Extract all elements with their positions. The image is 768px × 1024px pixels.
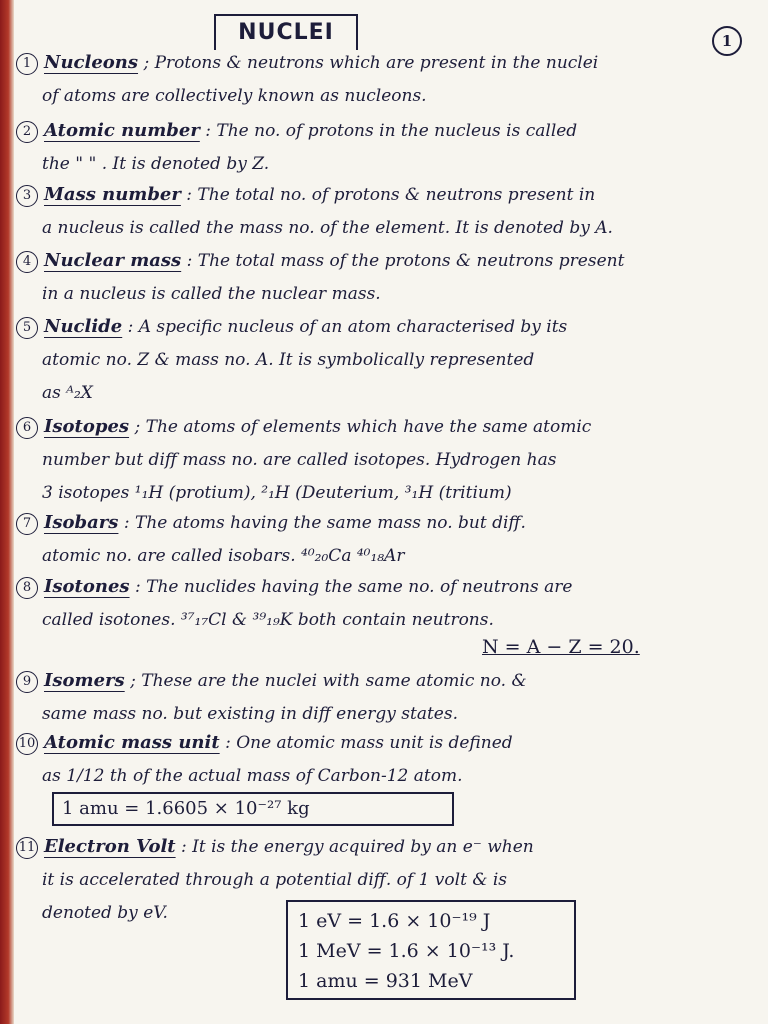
entry-atomic-mass-unit (16, 726, 754, 793)
entry-text: it is accelerated through a potential diff. of 1 volt & is (42, 870, 508, 890)
entry-number: 8 (16, 577, 38, 599)
entry-term: Mass number (44, 184, 181, 205)
neutron-equation-text: N = A − Z = 20. (482, 636, 640, 658)
entry-text: : One atomic mass unit is defined (225, 733, 513, 753)
entry-mass-number (16, 178, 754, 245)
entry-isotopes (16, 410, 754, 510)
ev-conversion-line: 1 eV = 1.6 × 10⁻¹⁹ J (298, 910, 491, 932)
entry-term: Isotopes (44, 416, 130, 437)
ev-conversion-line: 1 amu = 931 MeV (298, 970, 473, 992)
entry-text: called isotones. ³⁷₁₇Cl & ³⁹₁₉K both contain neutrons. (42, 610, 494, 630)
entry-number: 1 (16, 53, 38, 75)
entry-number: 7 (16, 513, 38, 535)
entry-text: the " " . It is denoted by Z. (42, 154, 270, 174)
entry-nuclear-mass (16, 244, 754, 311)
entry-isomers (16, 664, 754, 731)
entry-term: Nuclear mass (44, 250, 182, 271)
entry-number: 9 (16, 671, 38, 693)
amu-formula-box (52, 792, 454, 826)
entry-text: atomic no. Z & mass no. A. It is symbolically represented (42, 350, 535, 370)
entry-text: : The total mass of the protons & neutrons present (186, 251, 625, 271)
entry-text: : The nuclides having the same no. of neutrons are (134, 577, 573, 597)
entry-text: : The no. of protons in the nucleus is called (205, 121, 578, 141)
ev-conversion-box (286, 900, 576, 1000)
entry-text: : It is the energy acquired by an e⁻ when (181, 837, 534, 857)
entry-number: 6 (16, 417, 38, 439)
entry-text: as 1/12 th of the actual mass of Carbon-12 atom. (42, 766, 463, 786)
entry-term: Nuclide (44, 316, 123, 337)
neutron-equation (482, 636, 640, 658)
entry-text: ; The atoms of elements which have the same atomic (134, 417, 592, 437)
ev-conversion-line: 1 MeV = 1.6 × 10⁻¹³ J. (298, 940, 515, 962)
entry-text: : A specific nucleus of an atom characterised by its (127, 317, 568, 337)
entry-text: a nucleus is called the mass no. of the element. It is denoted by A. (42, 218, 613, 238)
entry-text: same mass no. but existing in diff energy states. (42, 704, 458, 724)
entry-text: as ᴬ₂X (42, 383, 93, 403)
entry-text: : The atoms having the same mass no. but diff. (123, 513, 526, 533)
entry-number: 11 (16, 837, 38, 859)
entry-number: 5 (16, 317, 38, 339)
page-binding-edge (0, 0, 14, 1024)
amu-formula: 1 amu = 1.6605 × 10⁻²⁷ kg (62, 798, 310, 819)
entry-term: Isotones (44, 576, 130, 597)
page-title: NUCLEI (214, 14, 358, 50)
entry-number: 2 (16, 121, 38, 143)
entry-term: Atomic number (44, 120, 200, 141)
page-number: 1 (712, 26, 742, 56)
entry-text: of atoms are collectively known as nucleons. (42, 86, 427, 106)
entry-number: 4 (16, 251, 38, 273)
entry-text: ; These are the nuclei with same atomic no. & (130, 671, 527, 691)
entry-term: Isomers (44, 670, 125, 691)
entry-text: number but diff mass no. are called isotopes. Hydrogen has (42, 450, 557, 470)
entry-text: ; Protons & neutrons which are present in the nuclei (143, 53, 599, 73)
entry-text: in a nucleus is called the nuclear mass. (42, 284, 381, 304)
entry-text: 3 isotopes ¹₁H (protium), ²₁H (Deuterium, ³₁H (tritium) (42, 483, 512, 503)
entry-nucleons (16, 46, 754, 113)
entry-isobars (16, 506, 754, 573)
entry-number: 10 (16, 733, 38, 755)
entry-atomic-number (16, 114, 754, 181)
entry-term: Atomic mass unit (44, 732, 220, 753)
entry-text: atomic no. are called isobars. ⁴⁰₂₀Ca ⁴⁰₁₈Ar (42, 546, 405, 566)
entry-isotones (16, 570, 754, 637)
entry-term: Isobars (44, 512, 119, 533)
entry-nuclide (16, 310, 754, 410)
entry-term: Nucleons (44, 52, 139, 73)
entry-text: : The total no. of protons & neutrons present in (186, 185, 596, 205)
entry-number: 3 (16, 185, 38, 207)
entry-term: Electron Volt (44, 836, 176, 857)
entry-text: denoted by eV. (42, 903, 168, 923)
